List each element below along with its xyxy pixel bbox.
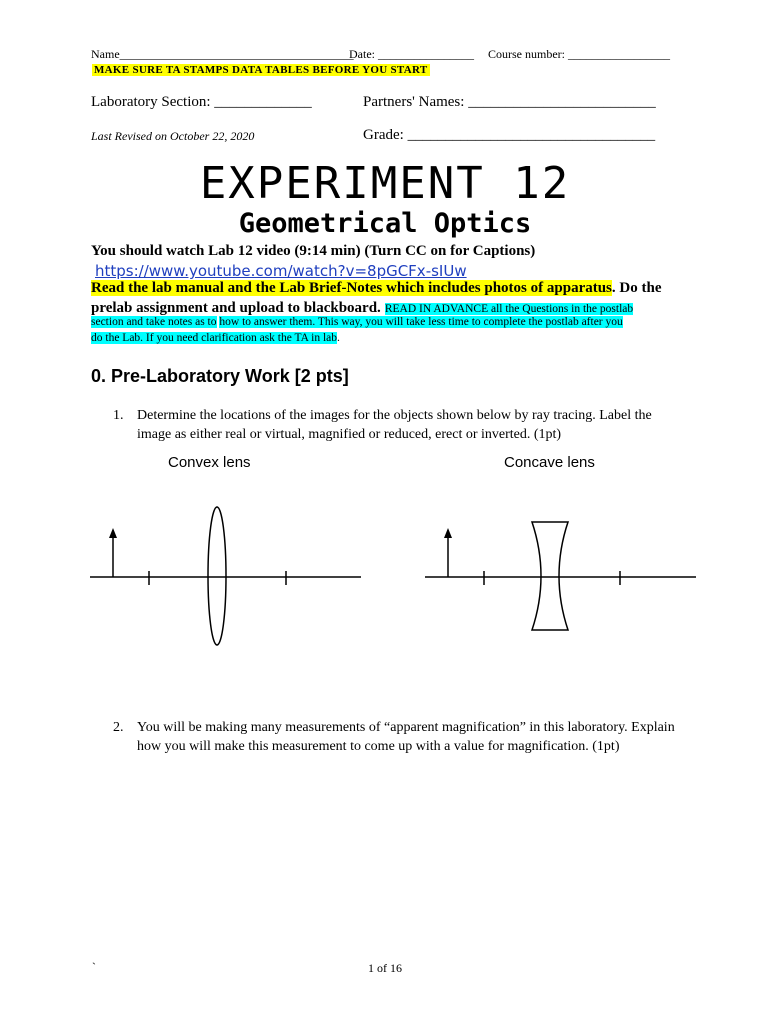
date-line	[349, 47, 474, 62]
concave-object-arrowhead	[444, 528, 452, 538]
question-1-text: Determine the locations of the images for the objects shown below by ray tracing. Label the image as either real or virtual, magnified or reduced, erect or inverted. (1pt)	[137, 408, 652, 442]
last-revised: Last Revised on October 22, 2020	[91, 129, 255, 143]
footer-mark: `	[92, 960, 96, 974]
video-link[interactable]: https://www.youtube.com/watch?v=8pGCFx-sIUw	[95, 262, 467, 280]
read-manual-line	[91, 280, 661, 297]
name-line	[91, 47, 354, 62]
watch-video-line: You should watch Lab 12 video (9:14 min) (Turn CC on for Captions)	[91, 243, 536, 259]
advance-line-3	[91, 332, 340, 344]
convex-lens-diagram	[85, 500, 370, 650]
course-blank: _________________	[568, 47, 670, 61]
read-manual-rest: . Do the	[611, 280, 662, 296]
concave-lens-label: Concave lens	[504, 454, 595, 471]
experiment-title: EXPERIMENT 12	[199, 158, 571, 209]
convex-object-arrowhead	[109, 528, 117, 538]
question-2-number: 2.	[113, 720, 124, 735]
convex-lens-shape	[208, 507, 226, 645]
page-number: 1 of 16	[368, 961, 402, 975]
grade-blank: _________________________________	[407, 127, 656, 143]
date-blank: ________________	[378, 47, 474, 61]
concave-lens-shape	[532, 522, 568, 630]
course-label: Course number:	[488, 47, 565, 61]
date-label: Date:	[349, 47, 375, 61]
lab-section-label: Laboratory Section:	[91, 94, 211, 110]
grade-line	[363, 127, 655, 144]
course-number-line	[488, 47, 670, 62]
partners-line	[363, 94, 656, 111]
lab-section-line	[91, 94, 312, 111]
prelab-line	[91, 299, 633, 317]
concave-lens-diagram	[420, 500, 705, 650]
partners-blank: _________________________	[468, 94, 656, 110]
advance-text-2: section and take notes as to	[91, 316, 217, 328]
advance-text-4: do the Lab. If you need clarification ask the TA in lab	[91, 332, 338, 344]
advance-text-3: how to answer them. This way, you will take less time to complete the postlab after you	[219, 316, 623, 328]
prelab-text: prelab assignment and upload to blackboard.	[91, 300, 381, 316]
lab-section-blank: _____________	[214, 94, 312, 110]
advance-end: .	[337, 332, 340, 344]
stamp-notice: MAKE SURE TA STAMPS DATA TABLES BEFORE YOU START	[94, 64, 428, 76]
video-link-wrap	[95, 262, 467, 281]
grade-label: Grade:	[363, 127, 404, 143]
convex-lens-label: Convex lens	[168, 454, 251, 471]
name-label: Name	[91, 47, 120, 61]
advance-text-1: READ IN ADVANCE all the Questions in the postlab	[384, 303, 634, 315]
advance-line-2	[91, 316, 623, 328]
section-heading: 0. Pre-Laboratory Work [2 pts]	[91, 366, 349, 386]
question-1-number: 1.	[113, 408, 124, 423]
name-blank: _______________________________________	[119, 47, 354, 61]
experiment-subtitle: Geometrical Optics	[238, 208, 532, 239]
partners-label: Partners' Names:	[363, 94, 465, 110]
question-2-text: You will be making many measurements of “apparent magnification” in this laboratory. Explain how you will make this measurement to come up with a value for magnification. (1pt)	[137, 720, 675, 754]
read-manual-highlight: Read the lab manual and the Lab Brief-Notes which includes photos of apparatus	[91, 280, 612, 296]
